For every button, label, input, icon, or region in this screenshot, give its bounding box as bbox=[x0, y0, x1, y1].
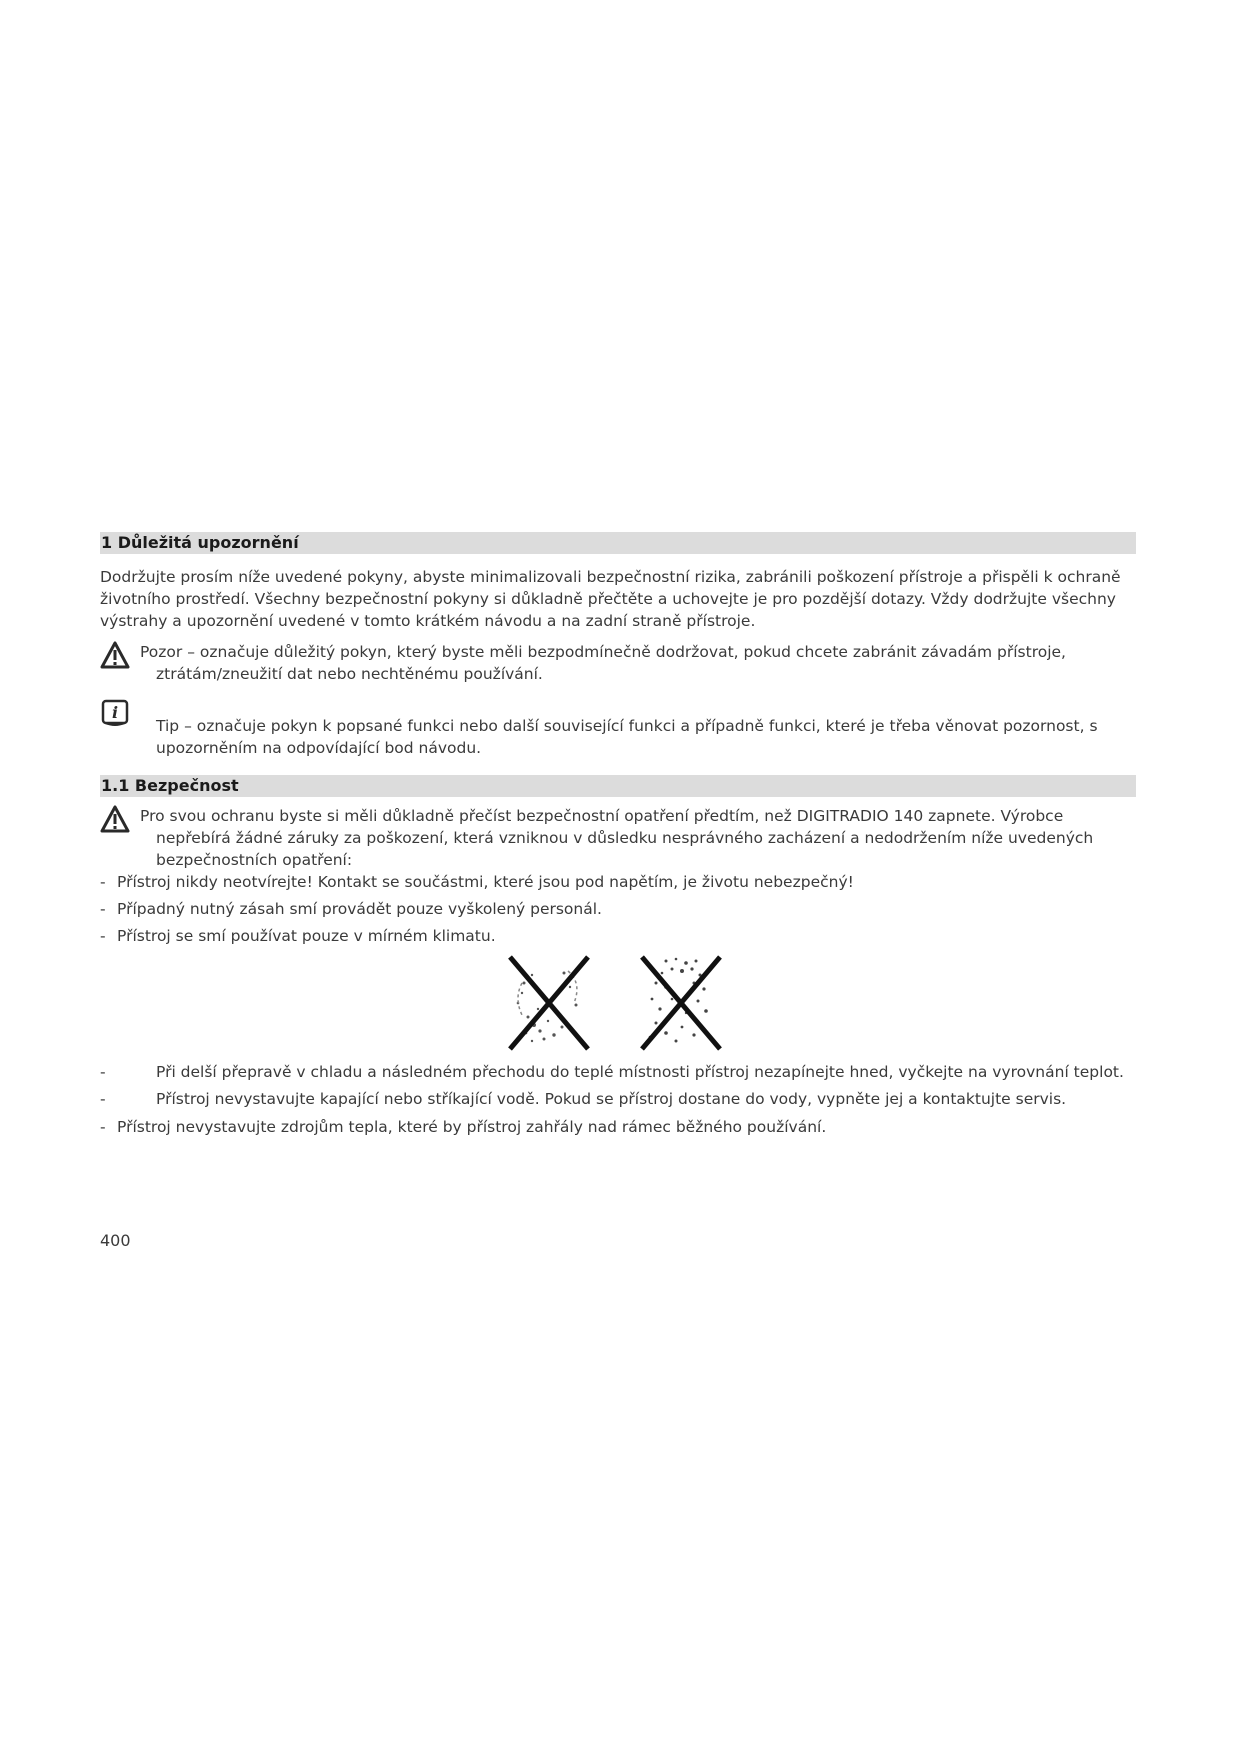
svg-text:i: i bbox=[111, 703, 119, 722]
page-number: 400 bbox=[100, 1231, 131, 1250]
warning-note-line2: ztrátám/zneužití dat nebo nechtěnému používání. bbox=[156, 665, 543, 683]
warning-note-line1: Pozor – označuje důležitý pokyn, který byste měli bezpodmínečně dodržovat, pokud chcete zabránit závadám přístroje, bbox=[140, 643, 1066, 661]
tip-note-text: Tip – označuje pokyn k popsané funkci nebo další související funkci a případně funkci, které je třeba věnovat pozornost, s upozorněním na odpovídající bod návodu. bbox=[156, 717, 1098, 757]
safety-warning-line1: Pro svou ochranu byste si měli důkladně přečíst bezpečnostní opatření předtím, než DIGITRADIO 140 zapnete. Výrobce bbox=[140, 807, 1064, 825]
list-item: - Případný nutný zásah smí provádět pouze vyškolený personál. bbox=[100, 898, 1136, 920]
warning-note bbox=[100, 641, 1136, 685]
page-content bbox=[100, 532, 1136, 1138]
no-cold-climate-icon bbox=[504, 953, 594, 1053]
climate-figures bbox=[100, 953, 1136, 1057]
tip-note bbox=[100, 699, 1136, 759]
list-item: - Při delší přepravě v chladu a následném přechodu do teplé místnosti přístroj nezapínejte hned, vyčkejte na vyrovnání teplot. bbox=[100, 1061, 1136, 1083]
warning-triangle-icon bbox=[100, 641, 130, 675]
list-item: - Přístroj nevystavujte kapající nebo stříkající vodě. Pokud se přístroj dostane do vody, vypněte jej a kontaktujte servis. bbox=[100, 1088, 1136, 1110]
section-heading-safety: 1.1 Bezpečnost bbox=[100, 775, 1136, 797]
list-item: - Přístroj nikdy neotvírejte! Kontakt se součástmi, které jsou pod napětím, je životu nebezpečný! bbox=[100, 871, 1136, 893]
list-item: - Přístroj se smí používat pouze v mírném klimatu. bbox=[100, 925, 1136, 947]
section-heading: 1 Důležitá upozornění bbox=[100, 532, 1136, 554]
safety-list-a bbox=[100, 871, 1136, 947]
no-humid-climate-icon bbox=[636, 953, 726, 1053]
intro-paragraph: Dodržujte prosím níže uvedené pokyny, abyste minimalizovali bezpečnostní rizika, zabránili poškození přístroje a přispěli k ochraně životního prostředí. Všechny bezpečnostní pokyny si důkladně přečtěte a uchovejte je pro pozdější dotazy. Vždy dodržujte všechny výstrahy a upozornění uvedené v tomto krátkém návodu a na zadní straně přístroje. bbox=[100, 568, 1121, 630]
safety-warning-line2: nepřebírá žádné záruky za poškození, která vzniknou v důsledku nesprávného zacházení a nedodržením níže uvedených bezpečnostních opatření: bbox=[156, 829, 1094, 869]
info-icon bbox=[100, 699, 130, 733]
warning-triangle-icon bbox=[100, 805, 130, 839]
list-item: - Přístroj nevystavujte zdrojům tepla, které by přístroj zahřály nad rámec běžného používání. bbox=[100, 1116, 1136, 1138]
safety-list-b bbox=[100, 1061, 1136, 1138]
safety-warning bbox=[100, 805, 1136, 871]
